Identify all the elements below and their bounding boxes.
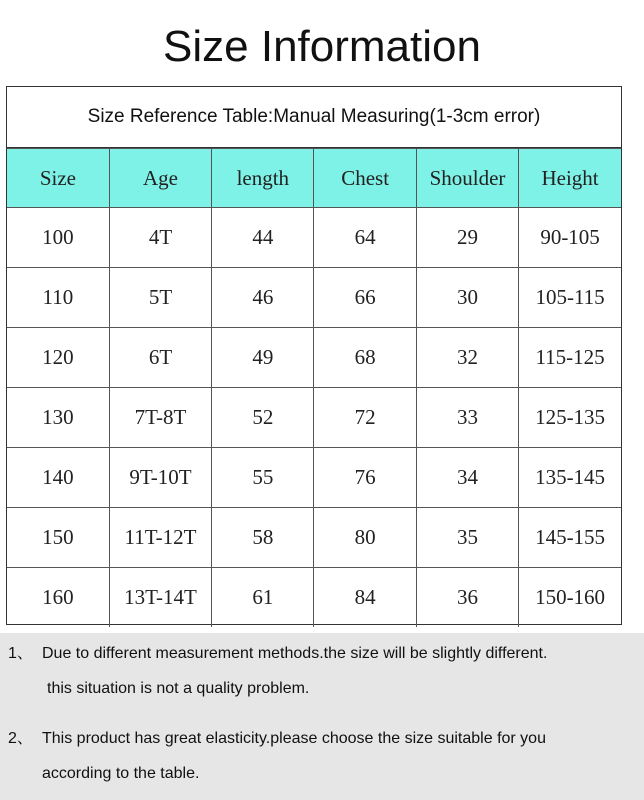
cell-chest: 80 — [314, 508, 416, 568]
header-height: Height — [519, 149, 621, 208]
header-chest: Chest — [314, 149, 416, 208]
table-row — [7, 508, 621, 568]
cell-age: 7T-8T — [109, 388, 211, 448]
cell-height: 135-145 — [519, 448, 621, 508]
note-number: 1、 — [8, 645, 33, 662]
header-length: length — [212, 149, 314, 208]
cell-height: 115-125 — [519, 328, 621, 388]
cell-age: 6T — [109, 328, 211, 388]
cell-chest: 72 — [314, 388, 416, 448]
cell-height: 150-160 — [519, 568, 621, 628]
header-shoulder: Shoulder — [416, 149, 518, 208]
cell-size: 160 — [7, 568, 109, 628]
note-1 — [8, 640, 547, 663]
note-1-continued: this situation is not a quality problem. — [47, 680, 310, 697]
cell-age: 13T-14T — [109, 568, 211, 628]
note-2-continued: according to the table. — [42, 765, 200, 782]
cell-length: 61 — [212, 568, 314, 628]
header-age: Age — [109, 149, 211, 208]
cell-shoulder: 36 — [416, 568, 518, 628]
cell-shoulder: 30 — [416, 268, 518, 328]
cell-shoulder: 32 — [416, 328, 518, 388]
header-row — [7, 149, 621, 208]
cell-length: 58 — [212, 508, 314, 568]
size-table — [6, 86, 622, 625]
cell-size: 150 — [7, 508, 109, 568]
cell-length: 44 — [212, 208, 314, 268]
cell-age: 11T-12T — [109, 508, 211, 568]
cell-age: 5T — [109, 268, 211, 328]
cell-chest: 84 — [314, 568, 416, 628]
cell-shoulder: 29 — [416, 208, 518, 268]
cell-chest: 76 — [314, 448, 416, 508]
header-size: Size — [7, 149, 109, 208]
cell-height: 90-105 — [519, 208, 621, 268]
cell-length: 49 — [212, 328, 314, 388]
cell-height: 145-155 — [519, 508, 621, 568]
cell-shoulder: 33 — [416, 388, 518, 448]
cell-length: 52 — [212, 388, 314, 448]
note-2 — [8, 725, 546, 748]
cell-chest: 68 — [314, 328, 416, 388]
cell-shoulder: 34 — [416, 448, 518, 508]
note-text: Due to different measurement methods.the size will be slightly different. — [42, 645, 548, 662]
cell-chest: 64 — [314, 208, 416, 268]
cell-size: 140 — [7, 448, 109, 508]
note-number: 2、 — [8, 730, 33, 747]
size-grid — [7, 148, 621, 627]
cell-size: 110 — [7, 268, 109, 328]
cell-height: 125-135 — [519, 388, 621, 448]
table-row — [7, 568, 621, 628]
cell-size: 120 — [7, 328, 109, 388]
table-row — [7, 268, 621, 328]
cell-age: 4T — [109, 208, 211, 268]
table-row — [7, 208, 621, 268]
cell-size: 130 — [7, 388, 109, 448]
cell-chest: 66 — [314, 268, 416, 328]
note-text: This product has great elasticity.please choose the size suitable for you — [42, 730, 546, 747]
table-caption: Size Reference Table:Manual Measuring(1-3cm error) — [7, 87, 621, 148]
table-row — [7, 388, 621, 448]
cell-age: 9T-10T — [109, 448, 211, 508]
cell-length: 46 — [212, 268, 314, 328]
cell-size: 100 — [7, 208, 109, 268]
table-row — [7, 448, 621, 508]
page-title: Size Information — [163, 22, 481, 71]
table-row — [7, 328, 621, 388]
cell-shoulder: 35 — [416, 508, 518, 568]
cell-height: 105-115 — [519, 268, 621, 328]
cell-length: 55 — [212, 448, 314, 508]
notes-panel — [0, 633, 644, 800]
